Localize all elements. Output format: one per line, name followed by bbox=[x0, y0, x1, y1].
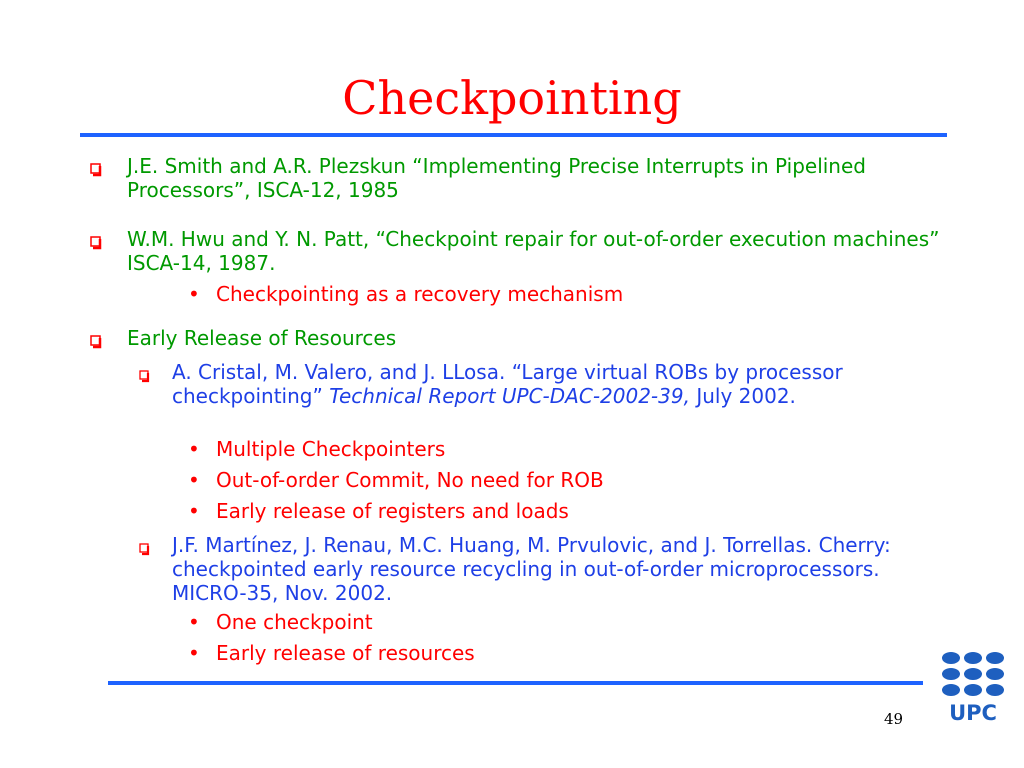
slide-title: Checkpointing bbox=[342, 71, 682, 125]
upc-logo-icon bbox=[941, 650, 1005, 722]
dot-bullet-icon: • bbox=[188, 282, 200, 306]
subpoint-ooo-commit: Out-of-order Commit, No need for ROB bbox=[216, 468, 604, 492]
reference-text: A. Cristal, M. Valero, and J. LLosa. “Large virtual ROBs by processor checkpointing” bbox=[172, 360, 843, 408]
dot-bullet-icon: • bbox=[188, 468, 200, 492]
footer-rule bbox=[108, 681, 923, 685]
bullet-smith-pleszkun: J.E. Smith and A.R. Plezskun “Implementing Precise Interrupts in Pipelined Processors”, ISCA-12, 1985 bbox=[127, 154, 866, 202]
reference-italic: Technical Report UPC-DAC-2002-39, bbox=[322, 384, 690, 408]
reference-cristal-valero-llosa bbox=[172, 360, 942, 408]
dot-bullet-icon: • bbox=[188, 641, 200, 665]
box-bullet-icon bbox=[88, 154, 106, 178]
subpoint-multiple-checkpointers: Multiple Checkpointers bbox=[216, 437, 446, 461]
dot-bullet-icon: • bbox=[188, 437, 200, 461]
reference-martinez-cherry: J.F. Martínez, J. Renau, M.C. Huang, M. Prvulovic, and J. Torrellas. Cherry: checkpointed early resource recycling in out-of-order microprocessors. MICRO-35, Nov. 2002. bbox=[172, 533, 891, 605]
box-bullet-icon bbox=[88, 227, 106, 251]
subpoint-early-release-resources: Early release of resources bbox=[216, 641, 475, 665]
bullet-hwu-patt: W.M. Hwu and Y. N. Patt, “Checkpoint repair for out-of-order execution machines” ISCA-14, 1987. bbox=[127, 227, 940, 275]
subpoint-recovery-mechanism: Checkpointing as a recovery mechanism bbox=[216, 282, 624, 306]
box-bullet-icon bbox=[137, 360, 155, 384]
box-bullet-icon bbox=[88, 326, 106, 350]
subpoint-early-release-registers: Early release of registers and loads bbox=[216, 499, 569, 523]
dot-bullet-icon: • bbox=[188, 610, 200, 634]
reference-tail: July 2002. bbox=[689, 384, 796, 408]
logo-text: UPC bbox=[949, 701, 997, 722]
subpoint-one-checkpoint: One checkpoint bbox=[216, 610, 373, 634]
page-number: 49 bbox=[884, 710, 904, 728]
dot-bullet-icon: • bbox=[188, 499, 200, 523]
bullet-early-release: Early Release of Resources bbox=[127, 326, 397, 350]
box-bullet-icon bbox=[137, 533, 155, 557]
